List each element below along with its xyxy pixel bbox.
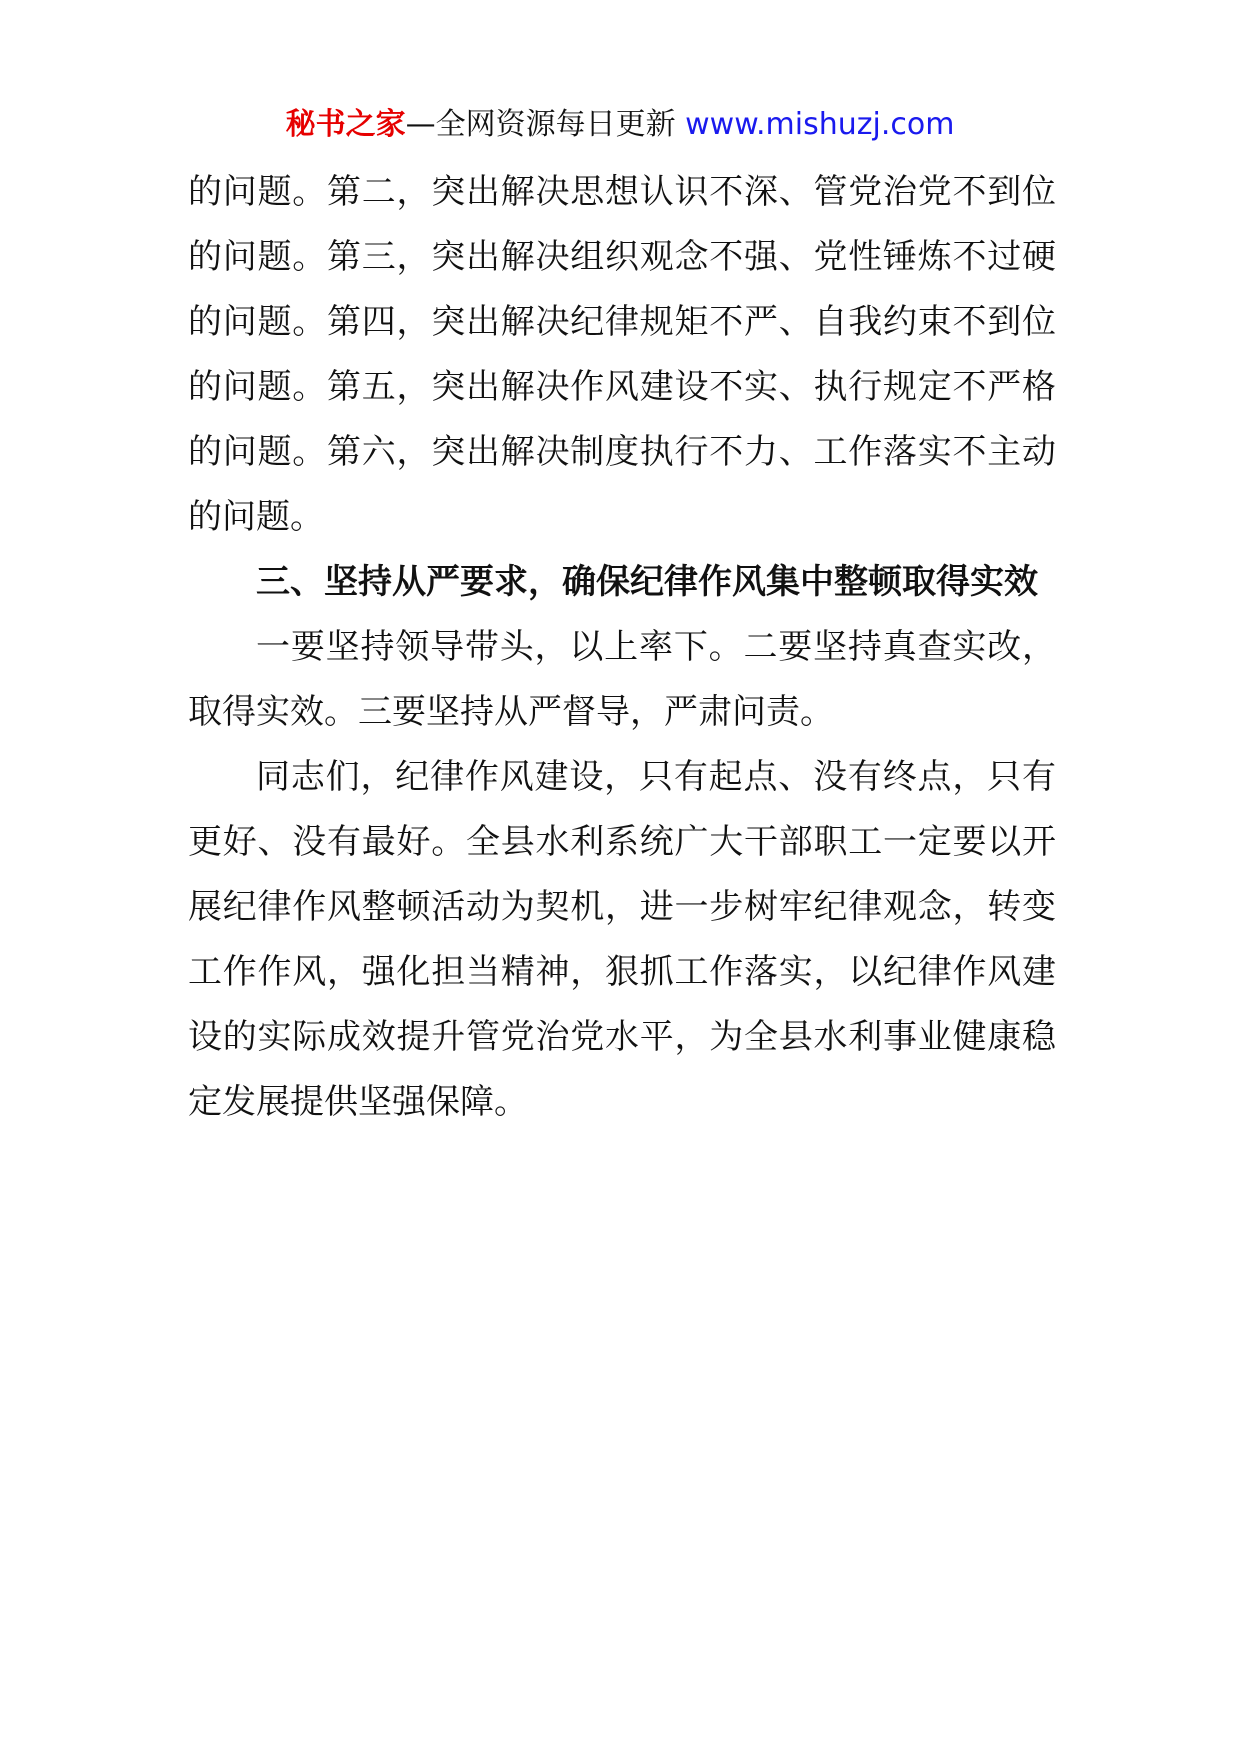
- text-line: 的问题。: [188, 497, 324, 537]
- paragraph-closing: [188, 745, 1056, 1135]
- paragraph-requirements: [188, 615, 1056, 745]
- site-url-link[interactable]: www.mishuzj.com: [685, 107, 955, 142]
- text-line: 同志们，纪律作风建设，只有起点、没有终点，只有: [256, 757, 1056, 797]
- text-line: 一要坚持领导带头，以上率下。二要坚持真查实改，: [256, 627, 1056, 667]
- text-line: 的问题。第二，突出解决思想认识不深、管党治党不到位: [188, 172, 1056, 212]
- text-line: 展纪律作风整顿活动为契机，进一步树牢纪律观念，转变: [188, 887, 1056, 927]
- text-line: 的问题。第三，突出解决组织观念不强、党性锤炼不过硬: [188, 237, 1056, 277]
- text-line: 取得实效。三要坚持从严督导，严肃问责。: [188, 692, 834, 732]
- text-line: 的问题。第六，突出解决制度执行不力、工作落实不主动: [188, 432, 1056, 472]
- paragraph-problems: [188, 160, 1056, 550]
- text-line: 的问题。第五，突出解决作风建设不实、执行规定不严格: [188, 367, 1056, 407]
- document-body: [188, 160, 1056, 1135]
- page-header: [0, 98, 1240, 152]
- text-line: 更好、没有最好。全县水利系统广大干部职工一定要以开: [188, 822, 1056, 862]
- text-line: 设的实际成效提升管党治党水平，为全县水利事业健康稳: [188, 1017, 1056, 1057]
- header-tagline: —全网资源每日更新: [405, 107, 686, 142]
- section-heading: 三、坚持从严要求，确保纪律作风集中整顿取得实效: [256, 562, 1038, 602]
- brand-name: 秘书之家: [285, 107, 406, 142]
- text-line: 工作作风，强化担当精神，狠抓工作落实，以纪律作风建: [188, 952, 1056, 992]
- text-line: 定发展提供坚强保障。: [188, 1082, 528, 1122]
- text-line: 的问题。第四，突出解决纪律规矩不严、自我约束不到位: [188, 302, 1056, 342]
